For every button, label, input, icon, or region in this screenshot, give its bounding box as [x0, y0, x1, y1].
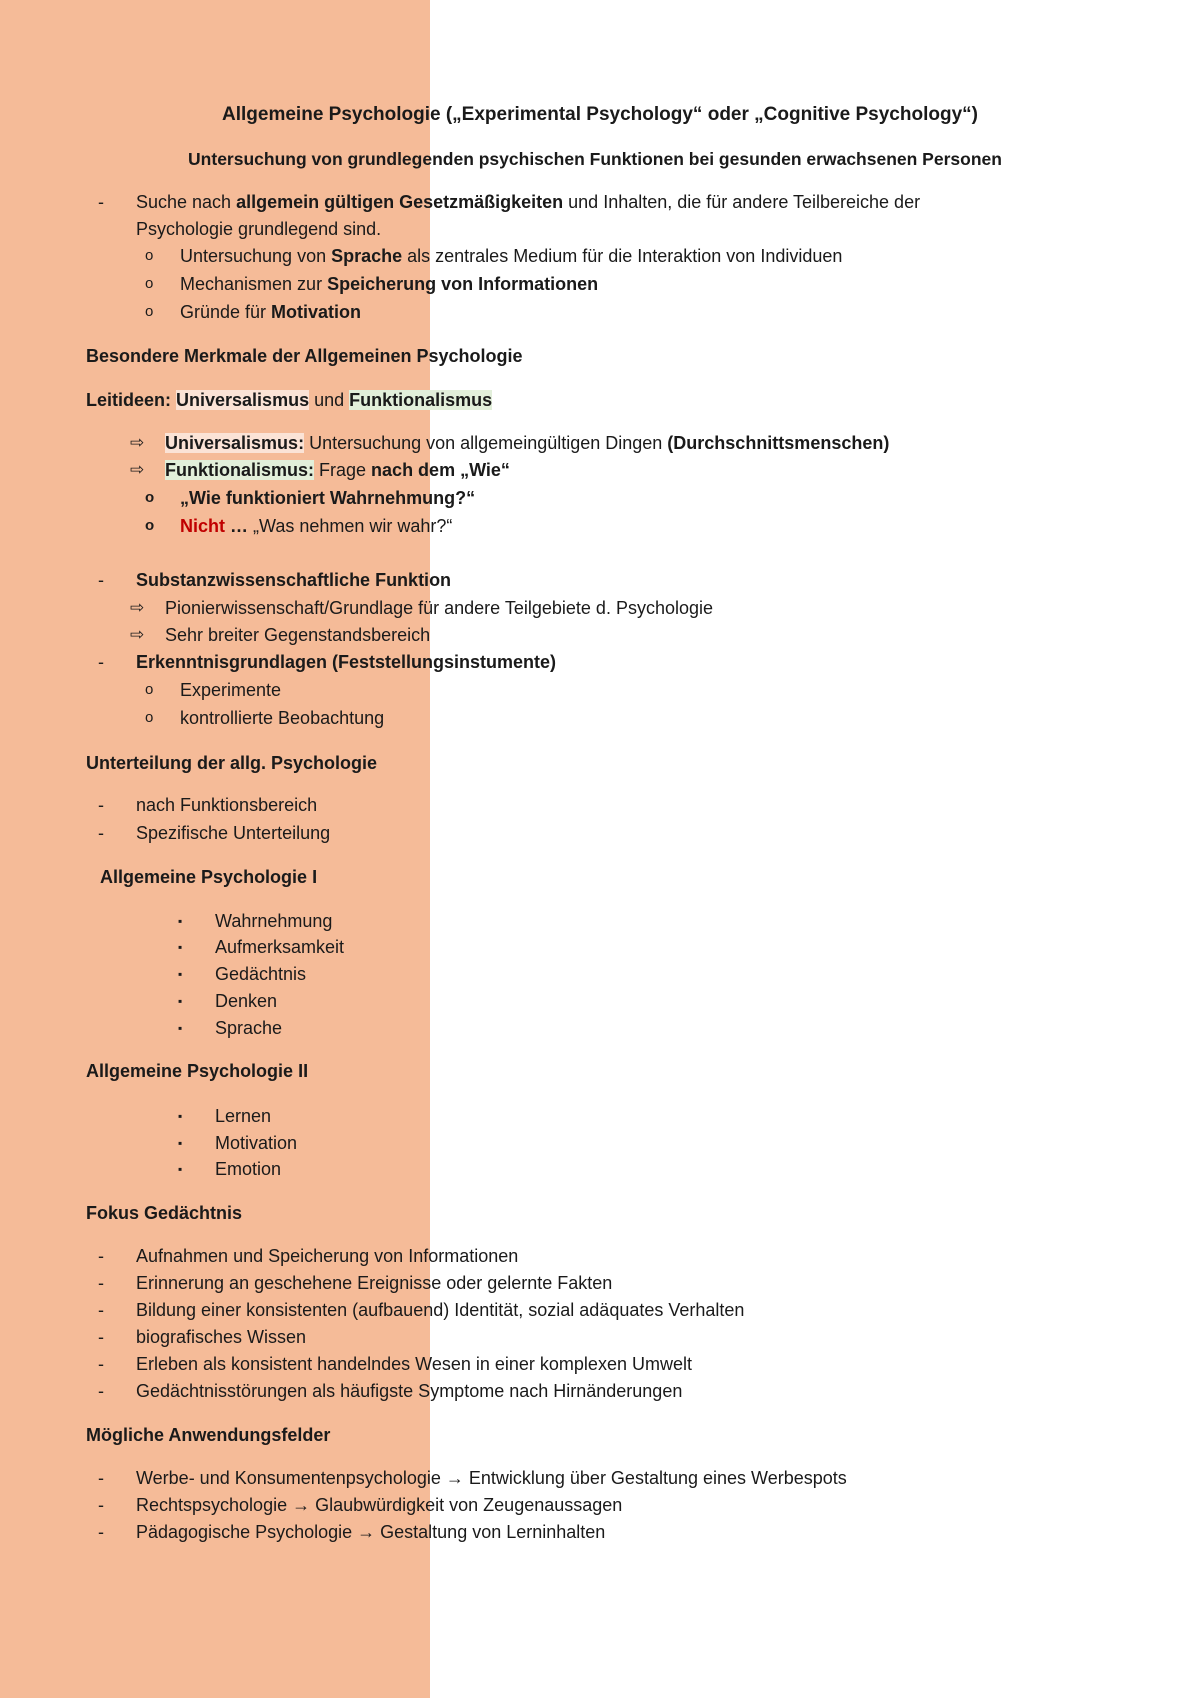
square-bullet: ▪: [178, 1162, 183, 1176]
dash-bullet: -: [98, 1354, 104, 1374]
fokus-item: Aufnahmen und Speicherung von Informationen: [136, 1246, 519, 1266]
ap1-item: Aufmerksamkeit: [215, 937, 345, 957]
substanz-item-1: Pionierwissenschaft/Grundlage für andere Teilgebiete d. Psychologie: [165, 598, 713, 618]
circle-bullet: o: [145, 681, 154, 698]
fokus-item: Gedächtnisstörungen als häufigste Symptome nach Hirnänderungen: [136, 1381, 683, 1401]
arrow-icon: ⇨: [130, 625, 145, 644]
circle-bullet: o: [145, 489, 155, 506]
leitideen-line: Leitideen: Universalismus und Funktionalismus: [86, 390, 493, 410]
ap1-item: Denken: [215, 991, 278, 1011]
ap2-item: Lernen: [215, 1106, 272, 1126]
erkenntnis-item-2: kontrollierte Beobachtung: [180, 708, 385, 728]
dash-bullet: -: [98, 1327, 104, 1347]
square-bullet: ▪: [178, 967, 183, 981]
dash-bullet: -: [98, 795, 104, 815]
intro-line-2: Psychologie grundlegend sind.: [136, 219, 382, 239]
ap2-item: Motivation: [215, 1133, 298, 1153]
arrow-icon: ⇨: [130, 460, 145, 479]
intro-sub-1: Untersuchung von Sprache als zentrales Medium für die Interaktion von Individuen: [180, 246, 843, 266]
dash-bullet: -: [98, 1273, 104, 1293]
fokus-item: Erinnerung an geschehene Ereignisse oder gelernte Fakten: [136, 1273, 613, 1293]
circle-bullet: o: [145, 275, 154, 292]
erkenntnis-item-1: Experimente: [180, 680, 282, 700]
ap2-item: Emotion: [215, 1159, 282, 1179]
square-bullet: ▪: [178, 1136, 183, 1150]
erkenntnis-heading: Erkenntnisgrundlagen (Feststellungsinstumente): [136, 652, 557, 672]
circle-bullet: o: [145, 709, 154, 726]
intro-sub-3: Gründe für Motivation: [180, 302, 362, 322]
square-bullet: ▪: [178, 1109, 183, 1123]
question-1: „Wie funktioniert Wahrnehmung?“: [180, 488, 476, 508]
arrow-icon: ⇨: [130, 433, 145, 452]
fokus-item: biografisches Wissen: [136, 1327, 307, 1347]
dash-bullet: -: [98, 1246, 104, 1266]
anwendung-item: Pädagogische Psychologie → Gestaltung von Lerninhalten: [136, 1522, 606, 1542]
square-bullet: ▪: [178, 1021, 183, 1035]
dash-bullet: -: [98, 1381, 104, 1401]
unterteilung-heading: Unterteilung der allg. Psychologie: [86, 753, 378, 773]
page-subtitle: Untersuchung von grundlegenden psychischen Funktionen bei gesunden erwachsenen Personen: [188, 149, 1002, 169]
ap1-item: Wahrnehmung: [215, 911, 333, 931]
arrow-icon: ⇨: [130, 598, 145, 617]
funktionalismus-line: Funktionalismus: Frage nach dem „Wie“: [165, 460, 510, 480]
merkmale-heading: Besondere Merkmale der Allgemeinen Psychologie: [86, 346, 523, 366]
fokus-heading: Fokus Gedächtnis: [86, 1203, 243, 1223]
square-bullet: ▪: [178, 914, 183, 928]
ap1-heading: Allgemeine Psychologie I: [100, 867, 318, 887]
ap2-heading: Allgemeine Psychologie II: [86, 1061, 309, 1081]
anwendung-heading: Mögliche Anwendungsfelder: [86, 1425, 331, 1445]
substanz-heading: Substanzwissenschaftliche Funktion: [136, 570, 452, 590]
ap1-item: Gedächtnis: [215, 964, 307, 984]
dash-bullet: -: [98, 1468, 104, 1488]
circle-bullet: o: [145, 247, 154, 264]
anwendung-item: Werbe- und Konsumentenpsychologie → Entwicklung über Gestaltung eines Werbespots: [136, 1468, 847, 1488]
dash-bullet: -: [98, 652, 104, 672]
universalismus-line: Universalismus: Untersuchung von allgemeingültigen Dingen (Durchschnittsmenschen): [165, 433, 890, 453]
square-bullet: ▪: [178, 940, 183, 954]
square-bullet: ▪: [178, 994, 183, 1008]
dash-bullet: -: [98, 1522, 104, 1542]
ap1-item: Sprache: [215, 1018, 283, 1038]
dash-bullet: -: [98, 823, 104, 843]
intro-line-1: Suche nach allgemein gültigen Gesetzmäßigkeiten und Inhalten, die für andere Teilbereiche der: [136, 192, 921, 212]
fokus-item: Erleben als konsistent handelndes Wesen in einer komplexen Umwelt: [136, 1354, 692, 1374]
unterteilung-item: nach Funktionsbereich: [136, 795, 318, 815]
anwendung-item: Rechtspsychologie → Glaubwürdigkeit von Zeugenaussagen: [136, 1495, 623, 1515]
dash-bullet: -: [98, 192, 104, 212]
question-2: Nicht … „Was nehmen wir wahr?“: [180, 516, 453, 536]
unterteilung-item: Spezifische Unterteilung: [136, 823, 331, 843]
circle-bullet: o: [145, 517, 155, 534]
page-title: Allgemeine Psychologie („Experimental Psychology“ oder „Cognitive Psychology“): [222, 104, 978, 125]
substanz-item-2: Sehr breiter Gegenstandsbereich: [165, 625, 431, 645]
dash-bullet: -: [98, 570, 104, 590]
dash-bullet: -: [98, 1495, 104, 1515]
intro-sub-2: Mechanismen zur Speicherung von Informationen: [180, 274, 599, 294]
fokus-item: Bildung einer konsistenten (aufbauend) Identität, sozial adäquates Verhalten: [136, 1300, 745, 1320]
dash-bullet: -: [98, 1300, 104, 1320]
circle-bullet: o: [145, 303, 154, 320]
